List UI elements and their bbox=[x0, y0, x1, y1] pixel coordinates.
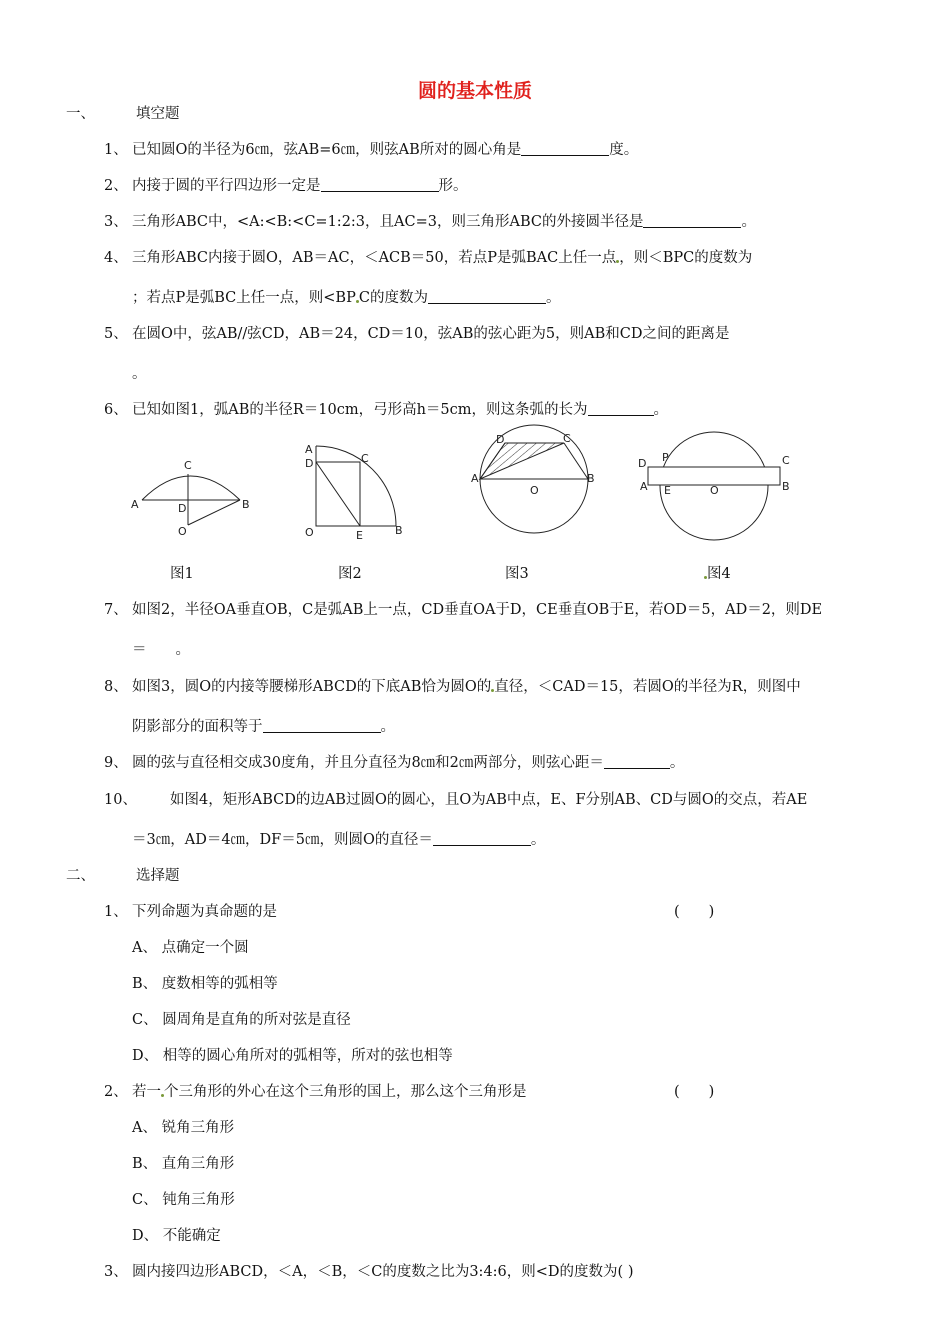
label: C bbox=[184, 459, 192, 472]
section-number: 一、 bbox=[66, 106, 95, 122]
label: O bbox=[305, 526, 314, 539]
label: C bbox=[563, 432, 571, 445]
fill-question-5: 5、 在圆O中，弦AB//弦CD，AB＝24，CD＝10，弦AB的弦心距为5，则AB和CD之间的距离是 bbox=[104, 326, 730, 342]
option-b[interactable]: B、 直角三角形 bbox=[132, 1156, 235, 1172]
figure-2 bbox=[316, 446, 396, 526]
section-number: 二、 bbox=[66, 868, 95, 884]
answer-blank[interactable] bbox=[433, 831, 531, 846]
fill-question-5-line2: 。 bbox=[132, 366, 147, 382]
figure-caption: 图3 bbox=[505, 566, 529, 582]
fill-question-6: 6、 已知如图1，弧AB的半径R＝10cm，弓形高h＝5cm，则这条弧的长为 。 bbox=[104, 402, 669, 418]
label: P bbox=[662, 451, 669, 464]
option-a[interactable]: A、 锐角三角形 bbox=[132, 1120, 235, 1136]
option-b[interactable]: B、 度数相等的弧相等 bbox=[132, 976, 278, 992]
option-d[interactable]: D、 不能确定 bbox=[132, 1228, 221, 1244]
label: C bbox=[361, 452, 369, 465]
section-label: 填空题 bbox=[136, 106, 180, 122]
label: A bbox=[131, 498, 139, 511]
section-header-choice bbox=[66, 864, 180, 885]
label: D bbox=[638, 457, 647, 470]
fill-question-7: 7、 如图2，半径OA垂直OB，C是弧AB上一点，CD垂直OA于D，CE垂直OB于E，若OD＝5，AD＝2，则DE bbox=[104, 602, 823, 618]
label: A bbox=[640, 480, 648, 493]
choice-question-1: 1、 下列命题为真命题的是 bbox=[104, 904, 277, 920]
fill-question-9: 9、 圆的弦与直径相交成30度角，并且分直径为8㎝和2㎝两部分，则弦心距＝ 。 bbox=[104, 755, 685, 771]
page-title: 圆的基本性质 bbox=[417, 80, 532, 102]
label: D bbox=[496, 433, 505, 446]
fill-question-2: 2、 内接于圆的平行四边形一定是 形。 bbox=[104, 178, 468, 194]
answer-blank[interactable] bbox=[604, 754, 670, 769]
fill-question-1: 1、 已知圆O的半径为6㎝，弦AB=6㎝，则弦AB所对的圆心角是 度。 bbox=[104, 142, 639, 158]
fill-question-3: 3、 三角形ABC中，<A:<B:<C=1:2:3，且AC=3，则三角形ABC的外接圆半径是 。 bbox=[104, 214, 756, 230]
label: B bbox=[395, 524, 403, 537]
label: A bbox=[471, 472, 479, 485]
fill-question-8: 8、 如图3，圆O的内接等腰梯形ABCD的下底AB恰为圆O的 直径，＜CAD＝15，若圆O的半径为R，则图中 bbox=[104, 679, 801, 695]
figure-caption: 图1 bbox=[170, 566, 194, 582]
option-d[interactable]: D、 相等的圆心角所对的弧相等，所对的弦也相等 bbox=[132, 1048, 453, 1064]
label: O bbox=[178, 525, 187, 538]
fill-question-8-line2: 阴影部分的面积等于 。 bbox=[132, 719, 395, 735]
answer-blank[interactable] bbox=[263, 718, 381, 733]
label: B bbox=[782, 480, 790, 493]
label: E bbox=[356, 529, 363, 542]
fill-question-10-line2: ＝3㎝，AD＝4㎝，DF＝5㎝，则圆O的直径＝ 。 bbox=[132, 832, 546, 848]
label: C bbox=[782, 454, 790, 467]
section-label: 选择题 bbox=[136, 868, 180, 884]
figures-row bbox=[0, 0, 950, 600]
label: B bbox=[587, 472, 595, 485]
answer-paren[interactable]: ( ) bbox=[674, 1084, 715, 1100]
arc-ab bbox=[316, 446, 396, 526]
option-c[interactable]: C、 圆周角是直角的所对弦是直径 bbox=[132, 1012, 351, 1028]
fill-question-7-line2: ＝ 。 bbox=[132, 642, 190, 658]
label: D bbox=[305, 457, 314, 470]
radius-ob bbox=[188, 500, 240, 525]
figure-caption-4: 图4 bbox=[704, 562, 731, 583]
answer-paren[interactable]: ( ) bbox=[674, 904, 715, 920]
figure-caption: 图2 bbox=[338, 566, 362, 582]
fill-question-4: 4、 三角形ABC内接于圆O，AB＝AC，＜ACB＝50，若点P是弧BAC上任一点 ，则＜BPC的度数为 bbox=[104, 250, 753, 266]
label: E bbox=[664, 484, 671, 497]
label: A bbox=[305, 443, 313, 456]
figure-1 bbox=[142, 474, 240, 525]
option-a[interactable]: A、 点确定一个圆 bbox=[132, 940, 249, 956]
rect-abcd bbox=[648, 467, 780, 485]
fill-question-10: 10、 如图4，矩形ABCD的边AB过圆O的圆心，且O为AB中点，E、F分别AB、CD与圆O的交点，若AE bbox=[104, 792, 808, 808]
arc-ab bbox=[142, 476, 240, 500]
fill-question-4-line2: ；若点P是弧BC上任一点，则<BP C的度数为 。 bbox=[132, 290, 561, 306]
option-c[interactable]: C、 钝角三角形 bbox=[132, 1192, 235, 1208]
label: B bbox=[242, 498, 250, 511]
label: D bbox=[178, 502, 187, 515]
label: O bbox=[710, 484, 719, 497]
diagonal-de bbox=[316, 462, 360, 526]
label: O bbox=[530, 484, 539, 497]
choice-question-3: 3、 圆内接四边形ABCD，＜A，＜B，＜C的度数之比为3:4:6，则<D的度数为( ) bbox=[104, 1264, 634, 1280]
choice-question-2: 2、 若一 个三角形的外心在这个三角形的国上，那么这个三角形是 bbox=[104, 1084, 527, 1100]
